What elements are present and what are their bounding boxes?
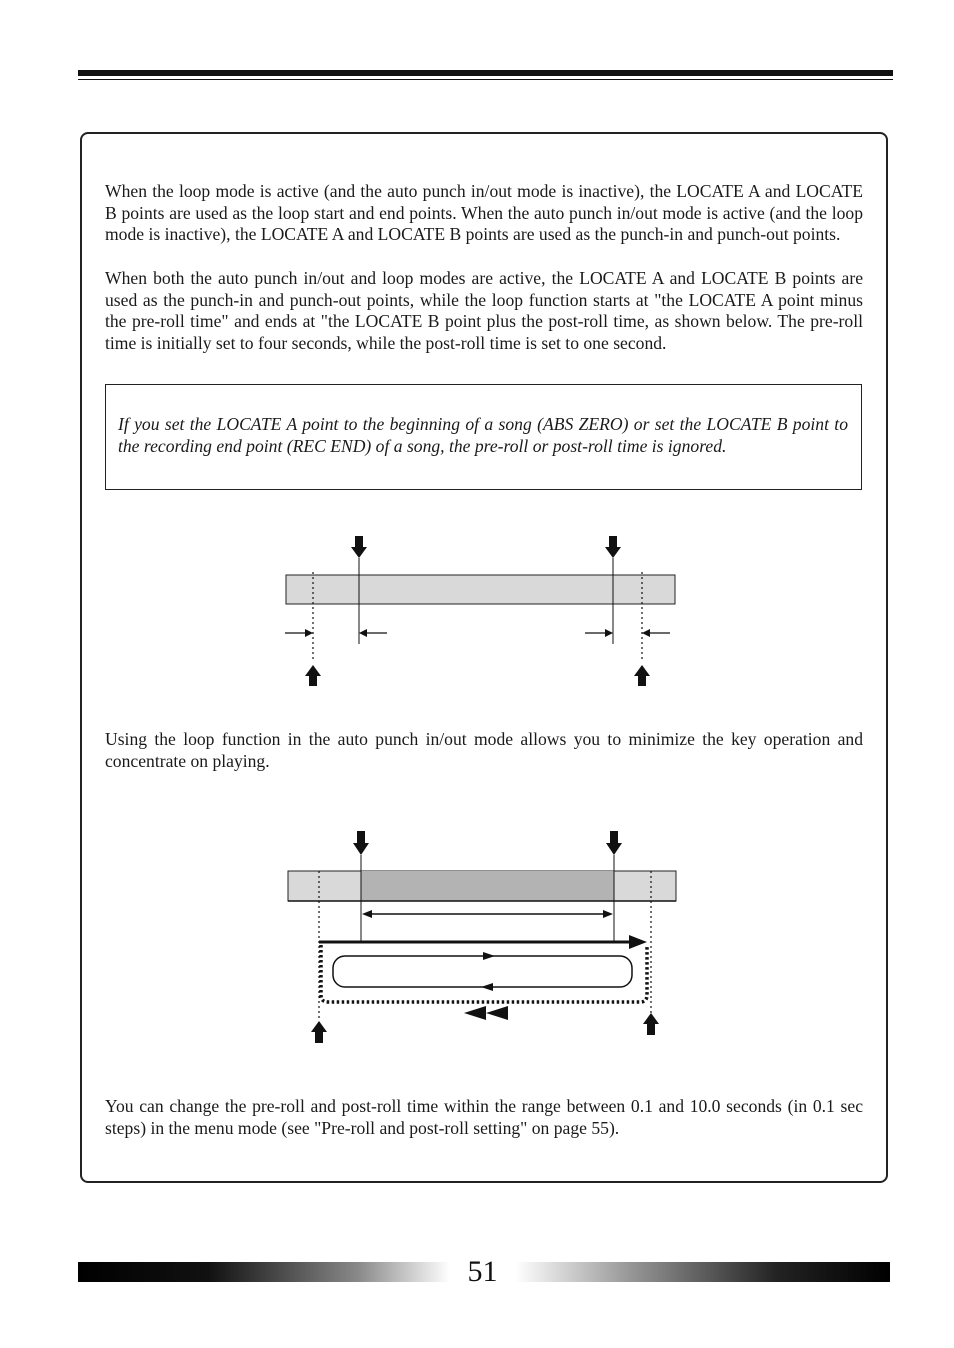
locate-b-down-arrow-icon [606,831,622,855]
timeline-bar [286,575,675,604]
rewind-icon [464,1006,508,1020]
note-text: If you set the LOCATE A point to the beginning of a song (ABS ZERO) or set the LOCATE B point to the recording end point (REC END) of a song, the pre-roll or post-roll time is ignored. [118,414,848,456]
footer-gradient-left [78,1262,450,1282]
post-roll-right-arrow-icon [585,629,613,637]
loop-punch-diagram [283,825,683,1050]
inner-loop-back-arrow-icon [481,983,493,991]
punch-range-double-arrow-icon [362,910,613,918]
pre-roll-right-arrow-icon [285,629,313,637]
middle-paragraph: Using the loop function in the auto punch in/out mode allows you to minimize the key operation and concentrate on playing. [105,729,863,771]
locate-a-down-arrow-icon [351,536,367,558]
inner-loop-capsule [333,956,632,987]
loop-start-up-arrow-icon [311,1021,327,1043]
note-box [105,384,862,490]
play-forward-arrow-icon [319,935,647,949]
header-rule-thin [78,79,893,80]
punch-region [361,871,614,901]
footer-gradient-right [515,1262,890,1282]
header-rule-thick [78,70,893,76]
page-number: 51 [467,1255,498,1288]
pre-roll-left-arrow-icon [359,629,387,637]
locate-a-down-arrow-icon [353,831,369,855]
bottom-paragraph: You can change the pre-roll and post-roll time within the range between 0.1 and 10.0 seconds (in 0.1 sec steps) in the menu mode (see "Pre-roll and post-roll setting" on page 55). [105,1096,863,1138]
pre-post-roll-diagram [280,530,680,690]
loop-end-up-arrow-icon [634,665,650,686]
locate-b-down-arrow-icon [605,536,621,558]
inner-loop-forward-arrow-icon [483,952,495,960]
intro-paragraph-1: When the loop mode is active (and the auto punch in/out mode is inactive), the LOCATE A and LOCATE B points are used as the loop start and end points. When the auto punch in/out mode is active (and the loop mode is inactive), the LOCATE A and LOCATE B points are used as the punch-in and punch-out points. [105,181,863,245]
loop-start-up-arrow-icon [305,665,321,686]
post-roll-left-arrow-icon [642,629,670,637]
loop-end-up-arrow-icon [643,1013,659,1035]
intro-paragraph-2: When both the auto punch in/out and loop modes are active, the LOCATE A and LOCATE B points are used as the punch-in and punch-out points, while the loop function starts at "the LOCATE A point minus the pre-roll time" and ends at "the LOCATE B point plus the post-roll time, as shown below. The pre-roll time is initially set to four seconds, while the post-roll time is set to one second. [105,268,863,354]
